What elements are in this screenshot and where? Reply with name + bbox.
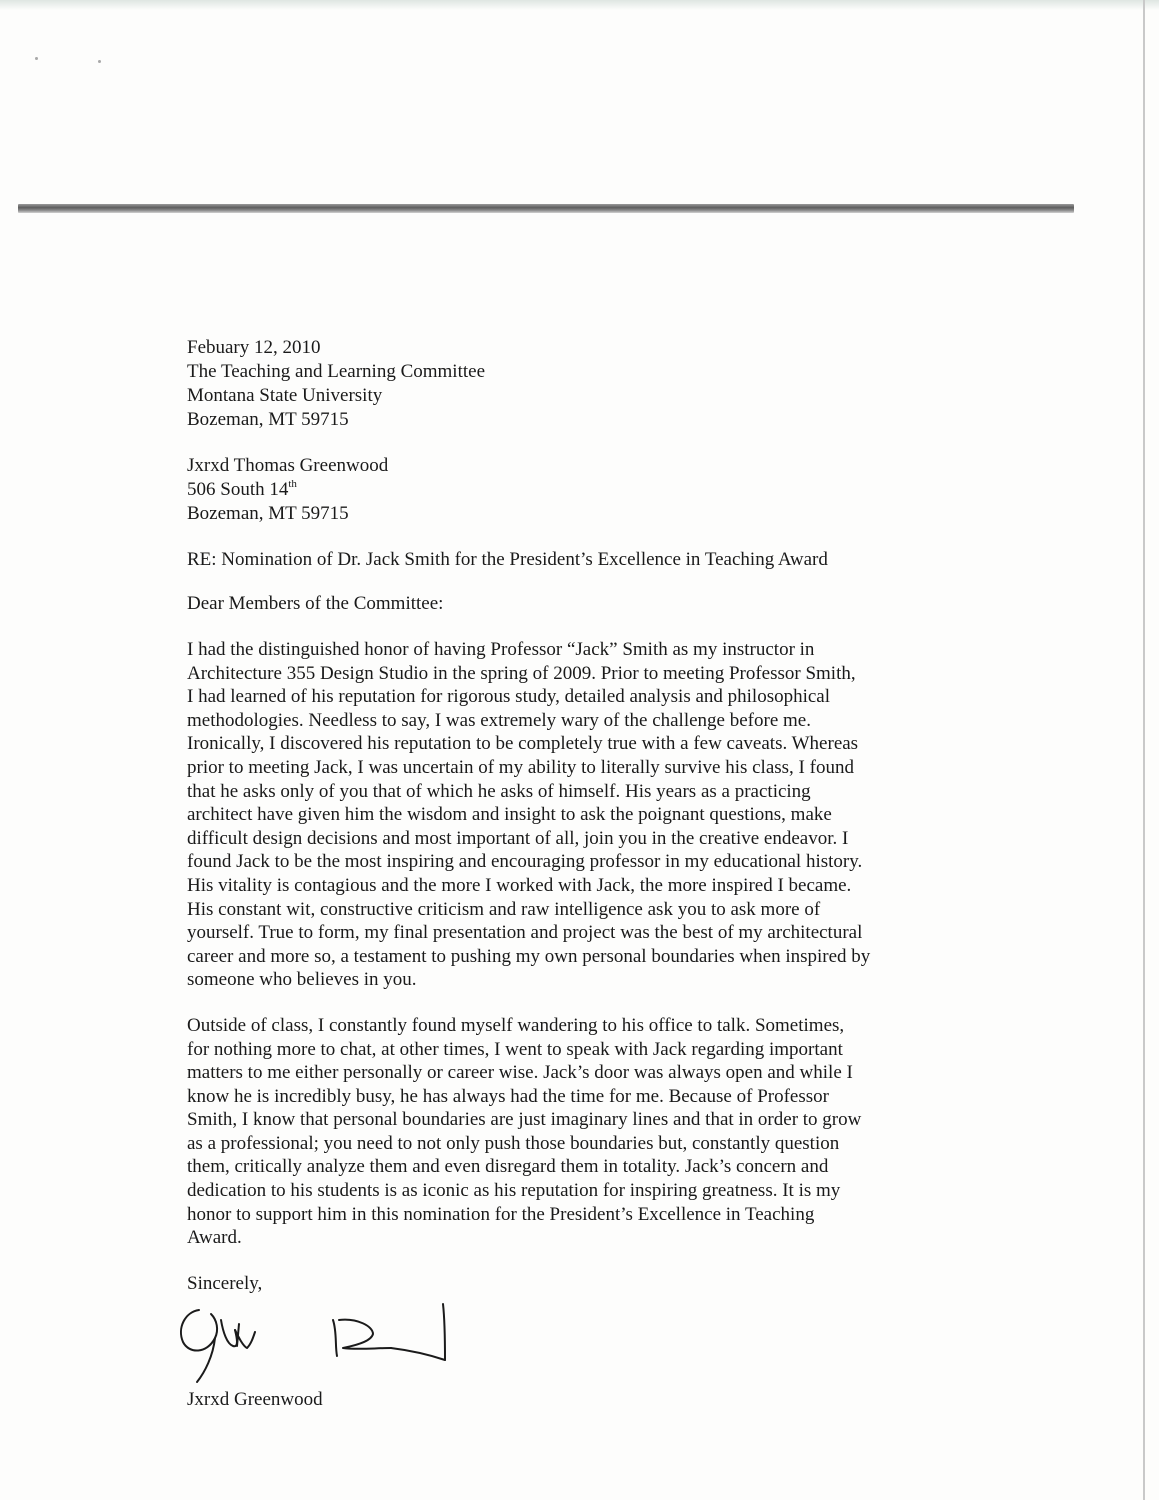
body-line: Smith, I know that personal boundaries are just imaginary lines and that in order to grow <box>187 1109 862 1131</box>
signed-name: Jxrxd Greenwood <box>187 1388 323 1410</box>
closing: Sincerely, <box>187 1272 263 1294</box>
scan-edge-right <box>1143 0 1145 1500</box>
salutation: Dear Members of the Committee: <box>187 593 444 614</box>
body-line: methodologies. Needless to say, I was extremely wary of the challenge before me. <box>187 709 811 731</box>
recipient-line: The Teaching and Learning Committee <box>187 361 485 382</box>
ordinal-suffix: th <box>288 478 297 490</box>
body-line: someone who believes in you. <box>187 969 417 991</box>
body-line: I had the distinguished honor of having Professor “Jack” Smith as my instructor in <box>187 639 815 660</box>
body-line: found Jack to be the most inspiring and encouraging professor in my educational history. <box>187 851 863 873</box>
scan-edge <box>0 0 1159 10</box>
letter-date: Febuary 12, 2010 <box>187 337 321 358</box>
sender-address <box>187 454 947 526</box>
body-line: know he is incredibly busy, he has always had the time for me. Because of Professor <box>187 1085 829 1107</box>
recipient-line: Bozeman, MT 59715 <box>187 409 349 430</box>
body-line: yourself. True to form, my final presentation and project was the best of my architectural <box>187 922 863 944</box>
body-line: Architecture 355 Design Studio in the spring of 2009. Prior to meeting Professor Smith, <box>187 662 856 684</box>
handwritten-signature <box>177 1298 467 1388</box>
subject-line: RE: Nomination of Dr. Jack Smith for the President’s Excellence in Teaching Award <box>187 549 828 570</box>
paragraph-2 <box>187 1014 947 1250</box>
date-and-recipient <box>187 336 947 432</box>
body-line: matters to me either personally or career wise. Jack’s door was always open and while I <box>187 1062 853 1084</box>
letter-body <box>187 336 947 1412</box>
body-line: Award. <box>187 1227 242 1249</box>
body-line: His vitality is contagious and the more I worked with Jack, the more inspired I became. <box>187 874 852 896</box>
paragraph-1 <box>187 638 947 992</box>
body-line: dedication to his students is as iconic as his reputation for inspiring greatness. It is my <box>187 1180 841 1202</box>
letterhead-rule <box>18 204 1074 213</box>
body-line: difficult design decisions and most important of all, join you in the creative endeavor. I <box>187 827 849 849</box>
body-line: for nothing more to chat, at other times, I went to speak with Jack regarding important <box>187 1038 843 1060</box>
sender-street <box>187 478 947 502</box>
sender-city: Bozeman, MT 59715 <box>187 503 349 524</box>
body-line: architect have given him the wisdom and insight to ask the poignant questions, make <box>187 804 832 826</box>
body-line: I had learned of his reputation for rigorous study, detailed analysis and philosophical <box>187 686 831 708</box>
body-line: honor to support him in this nomination for the President’s Excellence in Teaching <box>187 1203 815 1225</box>
body-line: Ironically, I discovered his reputation to be completely true with a few caveats. Whereas <box>187 733 859 755</box>
recipient-line: Montana State University <box>187 385 383 406</box>
scan-speck <box>35 57 38 60</box>
sender-street-number: 506 South 14 <box>187 479 289 500</box>
body-line: Outside of class, I constantly found myself wandering to his office to talk. Sometimes, <box>187 1014 845 1036</box>
body-line: His constant wit, constructive criticism and raw intelligence ask you to ask more of <box>187 898 821 920</box>
body-line: prior to meeting Jack, I was uncertain of my ability to literally survive his class, I found <box>187 756 854 778</box>
body-line: career and more so, a testament to pushing my own personal boundaries when inspired by <box>187 945 871 967</box>
body-line: that he asks only of you that of which he asks of himself. His years as a practicing <box>187 780 811 802</box>
body-line: them, critically analyze them and even disregard them in totality. Jack’s concern and <box>187 1156 829 1178</box>
sender-name: Jxrxd Thomas Greenwood <box>187 455 389 476</box>
body-line: as a professional; you need to not only push those boundaries but, constantly question <box>187 1132 840 1154</box>
scan-speck <box>98 60 101 63</box>
